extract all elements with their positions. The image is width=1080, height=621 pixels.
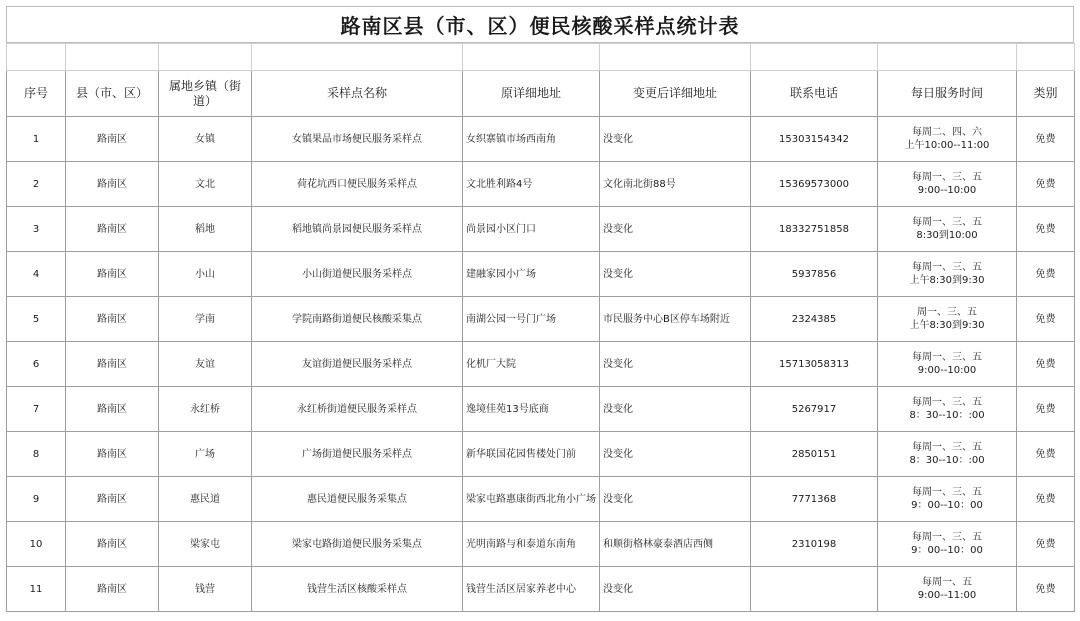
header-addr: 原详细地址 — [463, 71, 600, 117]
cell-county: 路南区 — [66, 522, 159, 567]
cell-county: 路南区 — [66, 162, 159, 207]
time-line: 每周一、三、五 — [912, 442, 982, 453]
sampling-sites-table — [6, 43, 1075, 612]
cell-type: 免费 — [1017, 162, 1075, 207]
time-line: 每周一、三、五 — [912, 532, 982, 543]
header-site: 采样点名称 — [252, 71, 463, 117]
cell-time — [878, 342, 1017, 387]
cell-county: 路南区 — [66, 387, 159, 432]
cell-town: 钱营 — [159, 567, 252, 612]
cell-phone: 2324385 — [751, 297, 878, 342]
spacer-row — [7, 44, 1075, 71]
cell-county: 路南区 — [66, 477, 159, 522]
cell-town: 文北 — [159, 162, 252, 207]
table-row — [7, 252, 1075, 297]
time-line: 每周一、三、五 — [912, 352, 982, 363]
cell-county: 路南区 — [66, 117, 159, 162]
time-line: 9:00--10:00 — [917, 185, 977, 196]
cell-no: 6 — [7, 342, 66, 387]
cell-addr: 女织寨镇市场西南角 — [463, 117, 600, 162]
cell-addr: 南湖公园一号门广场 — [463, 297, 600, 342]
time-line: 上午10:00--11:00 — [904, 140, 990, 151]
cell-time — [878, 207, 1017, 252]
cell-new-addr: 没变化 — [600, 207, 751, 252]
cell-no: 11 — [7, 567, 66, 612]
table-row — [7, 522, 1075, 567]
cell-new-addr: 没变化 — [600, 117, 751, 162]
cell-new-addr: 没变化 — [600, 387, 751, 432]
cell-no: 4 — [7, 252, 66, 297]
cell-time — [878, 297, 1017, 342]
cell-no: 3 — [7, 207, 66, 252]
header-county: 县（市、区） — [66, 71, 159, 117]
cell-site: 梁家屯路街道便民服务采集点 — [252, 522, 463, 567]
cell-new-addr: 市民服务中心B区停车场附近 — [600, 297, 751, 342]
cell-phone: 5937856 — [751, 252, 878, 297]
cell-site: 荷花坑西口便民服务采样点 — [252, 162, 463, 207]
time-line: 周一、三、五 — [917, 307, 977, 318]
cell-time — [878, 162, 1017, 207]
cell-type: 免费 — [1017, 117, 1075, 162]
cell-site: 钱营生活区核酸采样点 — [252, 567, 463, 612]
cell-site: 女镇果品市场便民服务采样点 — [252, 117, 463, 162]
cell-new-addr: 没变化 — [600, 432, 751, 477]
cell-addr: 逸境佳苑13号底商 — [463, 387, 600, 432]
cell-no: 9 — [7, 477, 66, 522]
cell-phone: 2310198 — [751, 522, 878, 567]
cell-time — [878, 522, 1017, 567]
cell-type: 免费 — [1017, 432, 1075, 477]
cell-no: 5 — [7, 297, 66, 342]
cell-phone: 5267917 — [751, 387, 878, 432]
header-town: 属地乡镇（街道） — [159, 71, 252, 117]
cell-phone: 15713058313 — [751, 342, 878, 387]
cell-site: 广场街道便民服务采样点 — [252, 432, 463, 477]
cell-town: 友谊 — [159, 342, 252, 387]
cell-town: 小山 — [159, 252, 252, 297]
cell-phone: 7771368 — [751, 477, 878, 522]
time-line: 每周二、四、六 — [912, 127, 982, 138]
cell-addr: 光明南路与和泰道东南角 — [463, 522, 600, 567]
cell-time — [878, 432, 1017, 477]
cell-site: 永红桥街道便民服务采样点 — [252, 387, 463, 432]
time-line: 上午8:30到9:30 — [909, 275, 985, 286]
cell-addr: 化机厂大院 — [463, 342, 600, 387]
cell-site: 小山街道便民服务采样点 — [252, 252, 463, 297]
table-row — [7, 162, 1075, 207]
cell-county: 路南区 — [66, 297, 159, 342]
cell-type: 免费 — [1017, 342, 1075, 387]
cell-type: 免费 — [1017, 387, 1075, 432]
cell-new-addr: 没变化 — [600, 342, 751, 387]
cell-site: 友谊街道便民服务采样点 — [252, 342, 463, 387]
time-line: 9:00--10:00 — [917, 365, 977, 376]
table-row — [7, 207, 1075, 252]
time-line: 上午8:30到9:30 — [909, 320, 985, 331]
time-line: 每周一、三、五 — [912, 397, 982, 408]
cell-town: 女镇 — [159, 117, 252, 162]
header-time: 每日服务时间 — [878, 71, 1017, 117]
cell-addr: 建融家园小广场 — [463, 252, 600, 297]
cell-addr: 梁家屯路惠康街西北角小广场 — [463, 477, 600, 522]
cell-addr: 尚景园小区门口 — [463, 207, 600, 252]
cell-no: 8 — [7, 432, 66, 477]
time-line: 9：00--10：00 — [911, 500, 983, 511]
header-type: 类别 — [1017, 71, 1075, 117]
time-line: 8：30--10：:00 — [909, 455, 985, 466]
cell-new-addr: 没变化 — [600, 477, 751, 522]
cell-no: 1 — [7, 117, 66, 162]
cell-county: 路南区 — [66, 432, 159, 477]
cell-town: 永红桥 — [159, 387, 252, 432]
cell-county: 路南区 — [66, 342, 159, 387]
time-line: 每周一、三、五 — [912, 172, 982, 183]
header-new-addr: 变更后详细地址 — [600, 71, 751, 117]
cell-site: 稻地镇尚景园便民服务采样点 — [252, 207, 463, 252]
cell-type: 免费 — [1017, 252, 1075, 297]
cell-county: 路南区 — [66, 207, 159, 252]
cell-time — [878, 477, 1017, 522]
cell-time — [878, 567, 1017, 612]
time-line: 8：30--10：:00 — [909, 410, 985, 421]
table-row — [7, 342, 1075, 387]
cell-new-addr: 和顺街格林豪泰酒店西侧 — [600, 522, 751, 567]
cell-no: 10 — [7, 522, 66, 567]
cell-phone: 15303154342 — [751, 117, 878, 162]
page-title: 路南区县（市、区）便民核酸采样点统计表 — [6, 6, 1074, 43]
cell-type: 免费 — [1017, 297, 1075, 342]
cell-new-addr: 没变化 — [600, 567, 751, 612]
cell-phone: 15369573000 — [751, 162, 878, 207]
cell-time — [878, 117, 1017, 162]
cell-time — [878, 387, 1017, 432]
header-row — [7, 71, 1075, 117]
cell-county: 路南区 — [66, 567, 159, 612]
cell-type: 免费 — [1017, 477, 1075, 522]
cell-phone: 18332751858 — [751, 207, 878, 252]
cell-new-addr: 没变化 — [600, 252, 751, 297]
time-line: 9：00--10：00 — [911, 545, 983, 556]
table-row — [7, 477, 1075, 522]
cell-town: 广场 — [159, 432, 252, 477]
time-line: 每周一、五 — [922, 577, 972, 588]
time-line: 每周一、三、五 — [912, 217, 982, 228]
time-line: 每周一、三、五 — [912, 487, 982, 498]
cell-site: 惠民道便民服务采集点 — [252, 477, 463, 522]
header-no: 序号 — [7, 71, 66, 117]
cell-addr: 钱营生活区居家养老中心 — [463, 567, 600, 612]
table-row — [7, 567, 1075, 612]
cell-type: 免费 — [1017, 522, 1075, 567]
table-row — [7, 297, 1075, 342]
cell-county: 路南区 — [66, 252, 159, 297]
cell-type: 免费 — [1017, 207, 1075, 252]
table-row — [7, 387, 1075, 432]
header-phone: 联系电话 — [751, 71, 878, 117]
cell-no: 7 — [7, 387, 66, 432]
cell-town: 梁家屯 — [159, 522, 252, 567]
cell-no: 2 — [7, 162, 66, 207]
sheet — [6, 6, 1074, 612]
cell-phone — [751, 567, 878, 612]
table-row — [7, 432, 1075, 477]
cell-addr: 文北胜利路4号 — [463, 162, 600, 207]
table-row — [7, 117, 1075, 162]
cell-town: 稻地 — [159, 207, 252, 252]
cell-type: 免费 — [1017, 567, 1075, 612]
cell-time — [878, 252, 1017, 297]
cell-phone: 2850151 — [751, 432, 878, 477]
cell-town: 惠民道 — [159, 477, 252, 522]
time-line: 8:30到10:00 — [916, 230, 978, 241]
cell-site: 学院南路街道便民核酸采集点 — [252, 297, 463, 342]
time-line: 每周一、三、五 — [912, 262, 982, 273]
time-line: 9:00--11:00 — [917, 590, 977, 601]
cell-new-addr: 文化南北街88号 — [600, 162, 751, 207]
cell-addr: 新华联国花园售楼处门前 — [463, 432, 600, 477]
cell-town: 学南 — [159, 297, 252, 342]
